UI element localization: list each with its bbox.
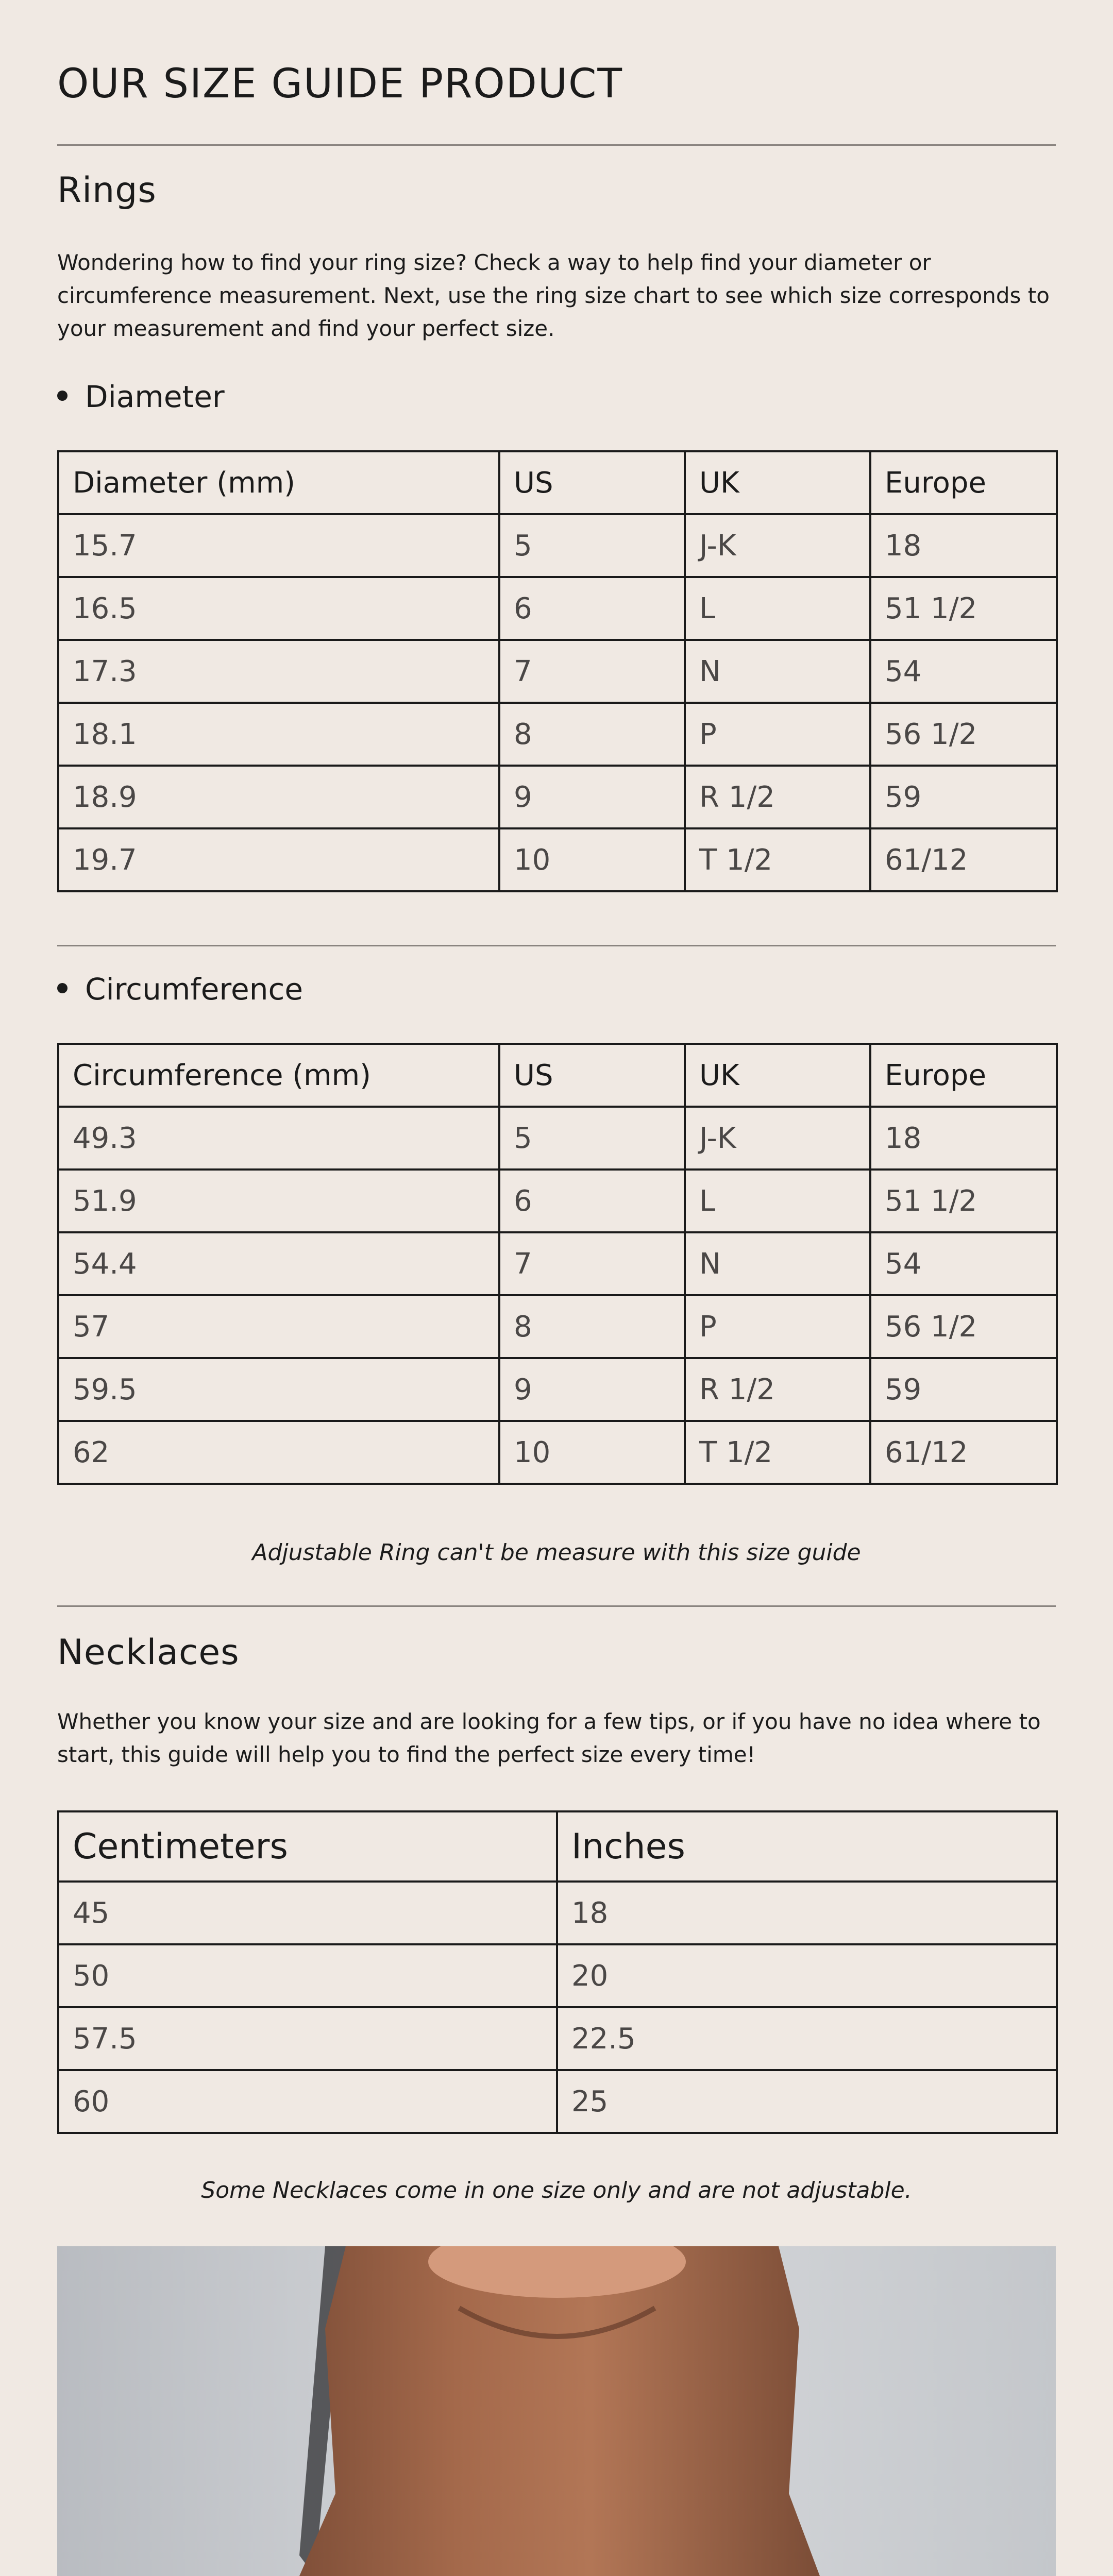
table-cell: 60 xyxy=(58,2070,557,2133)
necklaces-heading: Necklaces xyxy=(57,1632,240,1673)
bullet-dot-icon xyxy=(57,983,68,993)
table-cell: 22.5 xyxy=(557,2007,1057,2070)
table-cell: 59 xyxy=(870,766,1057,828)
rings-heading: Rings xyxy=(57,170,157,211)
table-cell: 17.3 xyxy=(58,640,499,703)
table-cell: 57 xyxy=(58,1295,499,1358)
table-header-cell: UK xyxy=(685,1044,870,1107)
table-header-cell: Europe xyxy=(870,451,1057,514)
table-header-cell: UK xyxy=(685,451,870,514)
table-cell: 8 xyxy=(499,1295,685,1358)
table-cell: 62 xyxy=(58,1421,499,1484)
table-row xyxy=(58,1882,1057,1944)
table-header-cell: Diameter (mm) xyxy=(58,451,499,514)
divider xyxy=(57,1605,1056,1607)
table-row xyxy=(58,1358,1057,1421)
table-cell: P xyxy=(685,1295,870,1358)
table-cell: 8 xyxy=(499,703,685,766)
table-cell: 9 xyxy=(499,766,685,828)
table-cell: 51 1/2 xyxy=(870,1170,1057,1232)
table-row xyxy=(58,1295,1057,1358)
table-cell: 54 xyxy=(870,1232,1057,1295)
table-header-cell: Inches xyxy=(557,1811,1057,1882)
table-cell: 45 xyxy=(58,1882,557,1944)
diameter-table xyxy=(57,450,1058,892)
table-cell: J-K xyxy=(685,514,870,577)
table-row xyxy=(58,1107,1057,1170)
table-header-row xyxy=(58,1044,1057,1107)
table-cell: 15.7 xyxy=(58,514,499,577)
table-cell: 59 xyxy=(870,1358,1057,1421)
table-cell: 18 xyxy=(870,514,1057,577)
table-cell: 54.4 xyxy=(58,1232,499,1295)
table-cell: R 1/2 xyxy=(685,766,870,828)
table-cell: 61/12 xyxy=(870,1421,1057,1484)
table-row xyxy=(58,1170,1057,1232)
table-header-cell: US xyxy=(499,1044,685,1107)
table-cell: 49.3 xyxy=(58,1107,499,1170)
table-row xyxy=(58,2070,1057,2133)
table-cell: 10 xyxy=(499,1421,685,1484)
table-cell: L xyxy=(685,577,870,640)
circumference-bullet-label: Circumference xyxy=(85,972,303,1007)
table-cell: 18 xyxy=(870,1107,1057,1170)
table-header-cell: Europe xyxy=(870,1044,1057,1107)
table-row xyxy=(58,828,1057,891)
table-cell: 7 xyxy=(499,1232,685,1295)
table-cell: 5 xyxy=(499,514,685,577)
necklace-size-table xyxy=(57,1810,1058,2134)
table-cell: 6 xyxy=(499,577,685,640)
table-cell: 18.1 xyxy=(58,703,499,766)
diameter-bullet xyxy=(57,379,225,414)
divider xyxy=(57,945,1056,946)
table-row xyxy=(58,640,1057,703)
divider xyxy=(57,144,1056,146)
table-cell: T 1/2 xyxy=(685,1421,870,1484)
table-cell: 50 xyxy=(58,1944,557,2007)
table-row xyxy=(58,766,1057,828)
bullet-dot-icon xyxy=(57,391,68,401)
table-row xyxy=(58,577,1057,640)
table-row xyxy=(58,1944,1057,2007)
table-row xyxy=(58,514,1057,577)
table-cell: 56 1/2 xyxy=(870,1295,1057,1358)
table-cell: L xyxy=(685,1170,870,1232)
table-cell: J-K xyxy=(685,1107,870,1170)
table-header-row xyxy=(58,1811,1057,1882)
table-cell: 25 xyxy=(557,2070,1057,2133)
diameter-bullet-label: Diameter xyxy=(85,379,225,414)
table-cell: 6 xyxy=(499,1170,685,1232)
table-cell: P xyxy=(685,703,870,766)
table-cell: 18 xyxy=(557,1882,1057,1944)
table-cell: 54 xyxy=(870,640,1057,703)
table-row xyxy=(58,1232,1057,1295)
table-cell: 59.5 xyxy=(58,1358,499,1421)
necklaces-intro: Whether you know your size and are looking for a few tips, or if you have no idea where to start, this guide will help you to find the perfect size every time! xyxy=(57,1709,1041,1767)
table-cell: 56 1/2 xyxy=(870,703,1057,766)
circumference-table xyxy=(57,1043,1058,1485)
table-header-cell: Centimeters xyxy=(58,1811,557,1882)
table-cell: 19.7 xyxy=(58,828,499,891)
table-cell: 16.5 xyxy=(58,577,499,640)
necklace-illustration xyxy=(57,2246,1056,2576)
table-cell: N xyxy=(685,640,870,703)
necklace-length-photo xyxy=(57,2246,1056,2576)
table-cell: 9 xyxy=(499,1358,685,1421)
table-row xyxy=(58,1421,1057,1484)
table-cell: 51.9 xyxy=(58,1170,499,1232)
page-title: OUR SIZE GUIDE PRODUCT xyxy=(57,61,623,107)
table-cell: 51 1/2 xyxy=(870,577,1057,640)
table-cell: 7 xyxy=(499,640,685,703)
rings-intro: Wondering how to find your ring size? Check a way to help find your diameter or circumference measurement. Next, use the ring size chart to see which size corresponds to your measurement and find your perfect size. xyxy=(57,250,1050,341)
table-row xyxy=(58,703,1057,766)
table-cell: 57.5 xyxy=(58,2007,557,2070)
circumference-bullet xyxy=(57,972,303,1007)
table-cell: N xyxy=(685,1232,870,1295)
table-cell: 18.9 xyxy=(58,766,499,828)
table-header-row xyxy=(58,451,1057,514)
ring-note: Adjustable Ring can't be measure with this size guide xyxy=(252,1539,861,1566)
table-cell: 20 xyxy=(557,1944,1057,2007)
table-cell: 61/12 xyxy=(870,828,1057,891)
table-header-cell: US xyxy=(499,451,685,514)
table-cell: R 1/2 xyxy=(685,1358,870,1421)
necklace-note: Some Necklaces come in one size only and are not adjustable. xyxy=(201,2177,912,2204)
table-header-cell: Circumference (mm) xyxy=(58,1044,499,1107)
table-cell: T 1/2 xyxy=(685,828,870,891)
table-row xyxy=(58,2007,1057,2070)
table-cell: 5 xyxy=(499,1107,685,1170)
table-cell: 10 xyxy=(499,828,685,891)
